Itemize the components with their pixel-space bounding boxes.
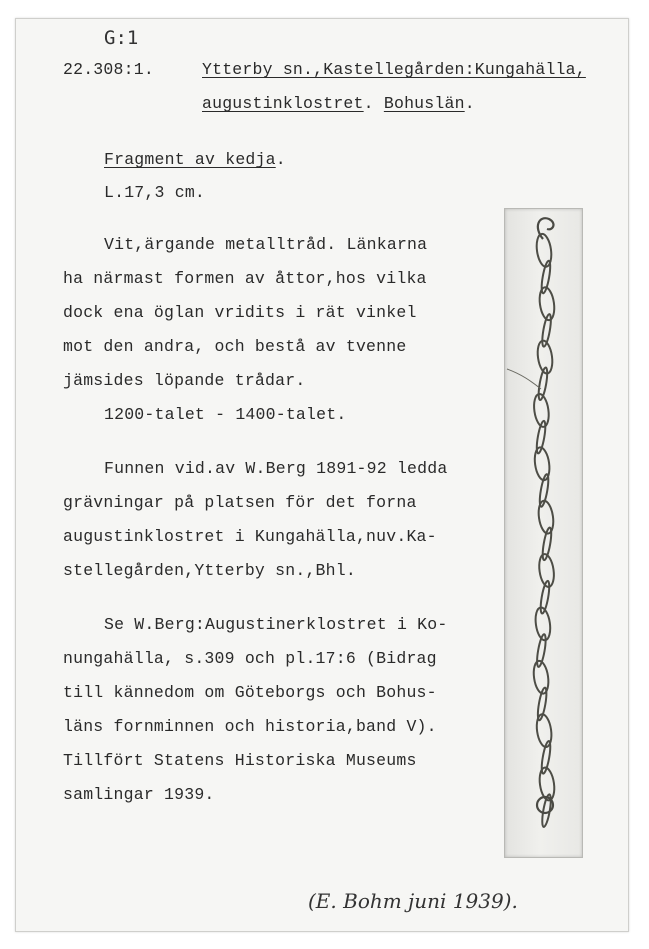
region-name: Bohuslän — [383, 94, 465, 113]
description-line-2: ha närmast formen av åttor,hos vilka — [63, 269, 427, 288]
catalog-number: 22.308:1. — [63, 60, 154, 79]
find-line-2: grävningar på platsen för det forna — [63, 493, 417, 512]
description-line-1: Vit,ärgande metalltråd. Länkarna — [104, 235, 428, 254]
reference-line-5: Tillfört Statens Historiska Museums — [63, 751, 417, 770]
loose-thread — [507, 369, 541, 389]
find-line-3: augustinklostret i Kungahälla,nuv.Ka- — [63, 527, 437, 546]
reference-line-3: till kännedom om Göteborgs och Bohus- — [63, 683, 437, 702]
region-end: . — [464, 94, 475, 113]
location-line-1 — [202, 60, 586, 79]
location-line-2 — [202, 94, 475, 113]
object-title-line — [104, 150, 286, 169]
reference-line-1: Se W.Berg:Augustinerklostret i Ko- — [104, 615, 448, 634]
location-separator: . — [363, 94, 384, 113]
chain-drawing — [505, 209, 582, 857]
monastery-name: augustinklostret — [202, 94, 364, 113]
card-mark: G:1 — [104, 27, 139, 49]
reference-line-2: nungahälla, s.309 och pl.17:6 (Bidrag — [63, 649, 437, 668]
object-title: Fragment av kedja — [104, 150, 276, 169]
reference-line-6: samlingar 1939. — [63, 785, 215, 804]
catalog-card — [15, 18, 629, 932]
find-line-4: stellegården,Ytterby sn.,Bhl. — [63, 561, 356, 580]
object-length: L.17,3 cm. — [104, 183, 206, 202]
location-text: Ytterby sn.,Kastellegården:Kungahälla, — [202, 60, 586, 79]
description-line-3: dock ena öglan vridits i rät vinkel — [63, 303, 417, 322]
chain-link — [537, 500, 555, 535]
object-title-end: . — [275, 150, 286, 169]
chain-photo — [504, 208, 583, 858]
find-line-1: Funnen vid.av W.Berg 1891-92 ledda — [104, 459, 448, 478]
description-line-5: jämsides löpande trådar. — [63, 371, 306, 390]
description-line-4: mot den andra, och bestå av tvenne — [63, 337, 407, 356]
reference-line-4: läns fornminnen och historia,band V). — [63, 717, 437, 736]
handwritten-signature: (E. Bohm juni 1939). — [308, 889, 518, 913]
dating: 1200-talet - 1400-talet. — [104, 405, 347, 424]
